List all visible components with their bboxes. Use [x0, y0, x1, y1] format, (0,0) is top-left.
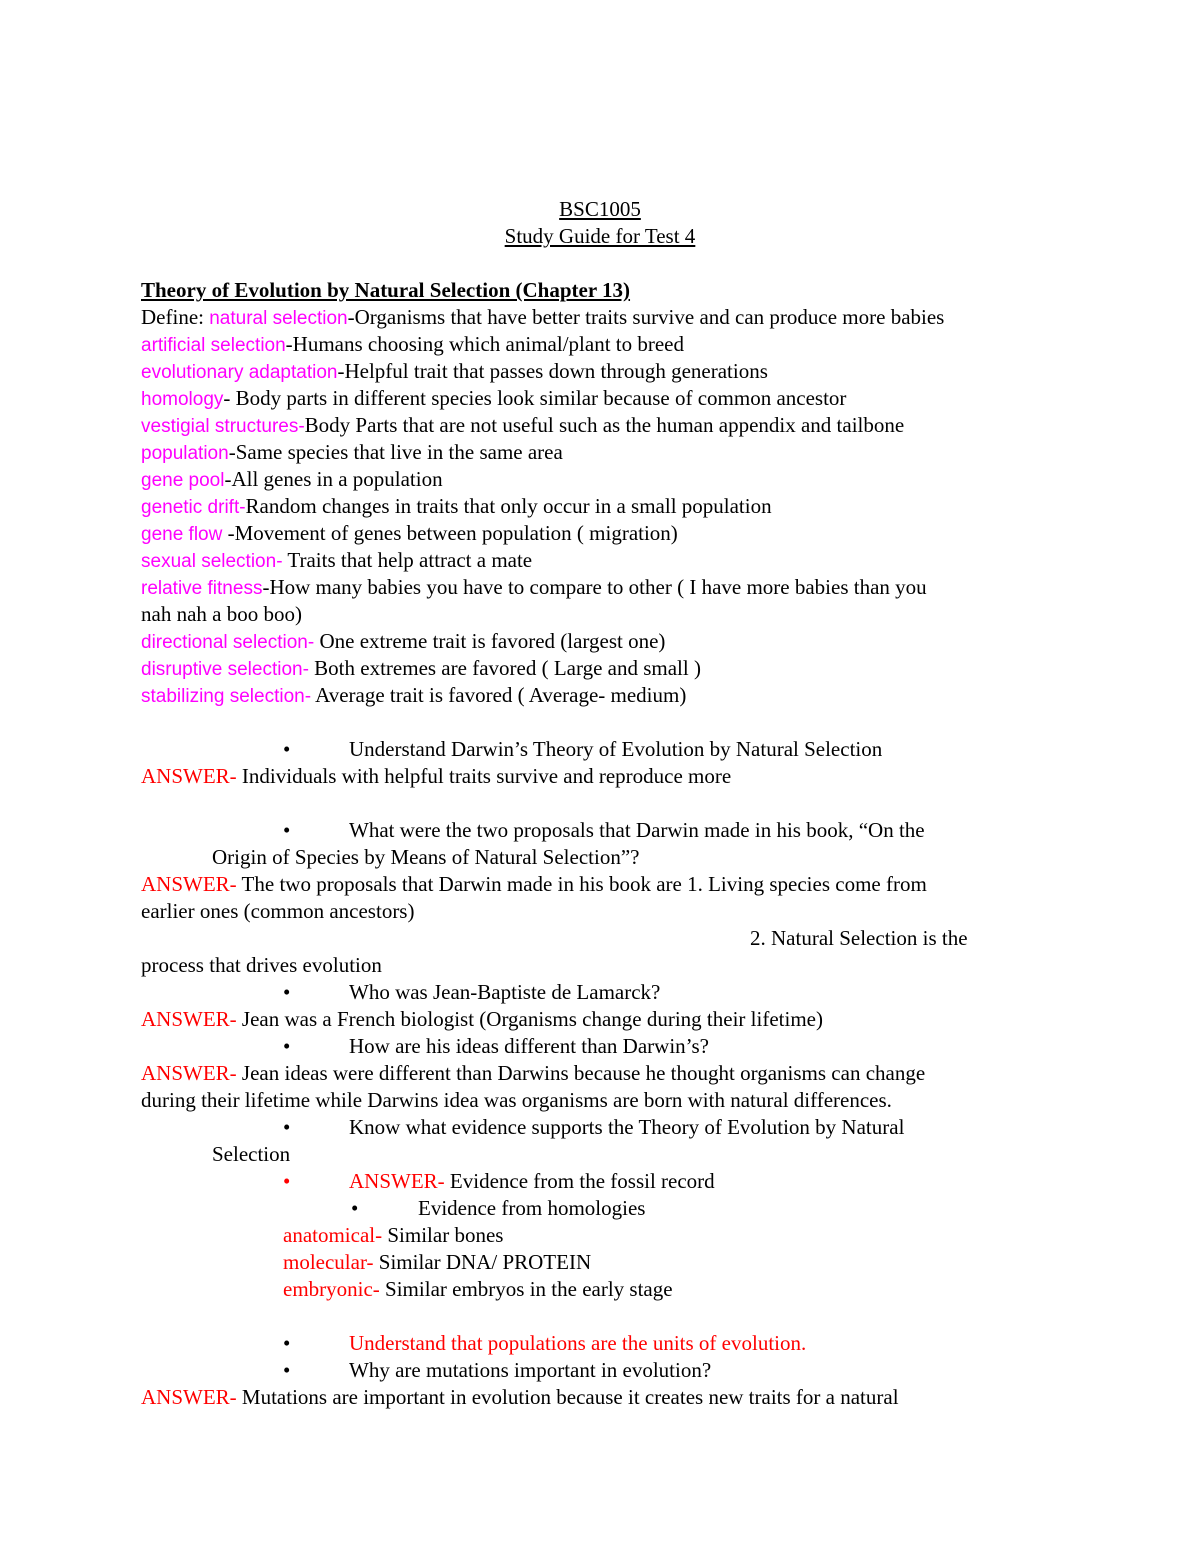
- term-definition: nah nah a boo boo): [141, 602, 302, 626]
- answer-label: ANSWER-: [141, 1007, 237, 1031]
- evidence-row: [283, 1222, 503, 1249]
- question-row: [0, 979, 1200, 1006]
- term-definition: Random changes in traits that only occur in a small population: [245, 494, 772, 518]
- bullet-icon: •: [283, 737, 291, 761]
- term-definition: -Helpful trait that passes down through generations: [337, 359, 768, 383]
- answer-label: ANSWER-: [141, 1061, 237, 1085]
- question-row: [0, 1033, 1200, 1060]
- question-row: [0, 1357, 1200, 1384]
- term-label: vestigial structures-: [141, 416, 305, 437]
- question-text: Understand that populations are the units of evolution.: [349, 1331, 807, 1355]
- evidence-label: embryonic-: [283, 1277, 380, 1301]
- answer-row: [141, 871, 927, 898]
- term-definition: Average trait is favored ( Average- medium): [311, 683, 687, 707]
- term-definition-row: [141, 547, 532, 575]
- term-label: gene pool: [141, 470, 225, 491]
- question-text: What were the two proposals that Darwin made in his book, “On the: [349, 818, 925, 842]
- term-label: natural selection: [209, 308, 348, 329]
- term-definition-row: [141, 655, 701, 683]
- answer-bullet-row: [0, 1168, 1200, 1195]
- term-definition-row: [141, 466, 443, 494]
- term-label: stabilizing selection-: [141, 686, 312, 707]
- question-text: Know what evidence supports the Theory of Evolution by Natural: [349, 1115, 905, 1139]
- question-text: Who was Jean-Baptiste de Lamarck?: [349, 980, 661, 1004]
- answer-continuation: during their lifetime while Darwins idea was organisms are born with natural differences.: [141, 1088, 892, 1112]
- answer-label: ANSWER-: [141, 764, 237, 788]
- answer-row: [141, 763, 731, 790]
- answer-text: Mutations are important in evolution because it creates new traits for a natural: [236, 1385, 899, 1409]
- term-label: disruptive selection-: [141, 659, 309, 680]
- term-definition: -All genes in a population: [224, 467, 443, 491]
- term-definition-row: [141, 439, 563, 467]
- evidence-text: Similar DNA/ PROTEIN: [373, 1250, 592, 1274]
- evidence-text: Similar embryos in the early stage: [379, 1277, 673, 1301]
- evidence-label: molecular-: [283, 1250, 374, 1274]
- question-text: Understand Darwin’s Theory of Evolution by Natural Selection: [349, 737, 883, 761]
- term-label: relative fitness: [141, 578, 263, 599]
- answer-continuation: 2. Natural Selection is the: [750, 926, 968, 950]
- term-definition-row: [141, 304, 944, 332]
- term-definition: -Humans choosing which animal/plant to breed: [285, 332, 684, 356]
- term-label: artificial selection: [141, 335, 286, 356]
- term-definition: One extreme trait is favored (largest one): [314, 629, 666, 653]
- term-definition-row: [141, 682, 686, 710]
- term-label: population: [141, 443, 229, 464]
- course-code: BSC1005: [559, 197, 641, 221]
- term-definition-row: [141, 358, 768, 386]
- bullet-icon: •: [283, 1331, 291, 1355]
- term-definition-row: [141, 385, 846, 413]
- evidence-text: Similar bones: [382, 1223, 504, 1247]
- term-definition-row: [141, 493, 772, 521]
- question-continuation: Origin of Species by Means of Natural Selection”?: [212, 845, 640, 869]
- answer-label: ANSWER-: [141, 872, 237, 896]
- term-label: sexual selection-: [141, 551, 283, 572]
- term-definition: Body Parts that are not useful such as the human appendix and tailbone: [304, 413, 905, 437]
- term-label: genetic drift-: [141, 497, 246, 518]
- question-text: Why are mutations important in evolution?: [349, 1358, 712, 1382]
- section-title: Theory of Evolution by Natural Selection (Chapter 13): [141, 278, 631, 302]
- term-definition-row: [141, 574, 927, 602]
- answer-text: Individuals with helpful traits survive and reproduce more: [236, 764, 732, 788]
- term-definition-row: [141, 331, 684, 359]
- term-label: evolutionary adaptation: [141, 362, 338, 383]
- define-label: Define:: [141, 305, 210, 329]
- term-definition: Both extremes are favored ( Large and small ): [308, 656, 701, 680]
- evidence-label: anatomical-: [283, 1223, 383, 1247]
- question-continuation: Selection: [212, 1142, 291, 1166]
- term-definition: -Movement of genes between population ( migration): [222, 521, 678, 545]
- answer-label: ANSWER-: [141, 1385, 237, 1409]
- term-definition-row: [141, 628, 665, 656]
- term-definition: - Body parts in different species look similar because of common ancestor: [223, 386, 847, 410]
- question-row: [0, 736, 1200, 763]
- answer-row: [141, 1006, 823, 1033]
- term-label: homology: [141, 389, 224, 410]
- answer-continuation: earlier ones (common ancestors): [141, 899, 415, 923]
- term-definition-row: [141, 412, 904, 440]
- answer-text: Evidence from the fossil record: [444, 1169, 715, 1193]
- bullet-icon: •: [283, 980, 291, 1004]
- answer-row: [141, 1384, 899, 1411]
- term-definition: -Same species that live in the same area: [228, 440, 563, 464]
- term-definition: Traits that help attract a mate: [282, 548, 533, 572]
- answer-text: Jean was a French biologist (Organisms change during their lifetime): [236, 1007, 823, 1031]
- term-definition: -Organisms that have better traits survive and can produce more babies: [347, 305, 945, 329]
- term-definition-continuation: [141, 601, 302, 628]
- answer-text: Jean ideas were different than Darwins because he thought organisms can change: [236, 1061, 926, 1085]
- sub-bullet-row: [0, 1195, 1200, 1222]
- term-label: gene flow: [141, 524, 223, 545]
- bullet-icon: •: [283, 1169, 291, 1193]
- term-label: directional selection-: [141, 632, 315, 653]
- question-row: [0, 1114, 1200, 1141]
- sub-bullet-text: Evidence from homologies: [418, 1196, 646, 1220]
- answer-row: [141, 1060, 925, 1087]
- document-subtitle: Study Guide for Test 4: [504, 224, 696, 248]
- term-definition: -How many babies you have to compare to other ( I have more babies than you: [262, 575, 927, 599]
- answer-continuation: process that drives evolution: [141, 953, 382, 977]
- bullet-icon: •: [283, 1115, 291, 1139]
- evidence-row: [283, 1249, 591, 1276]
- question-text: How are his ideas different than Darwin’s?: [349, 1034, 709, 1058]
- bullet-icon: •: [283, 818, 291, 842]
- question-row: [0, 1330, 1200, 1357]
- evidence-row: [283, 1276, 673, 1303]
- answer-text: The two proposals that Darwin made in his book are 1. Living species come from: [236, 872, 927, 896]
- term-definition-row: [141, 520, 678, 548]
- question-row: [0, 817, 1200, 844]
- bullet-icon: •: [283, 1358, 291, 1382]
- bullet-icon: •: [351, 1196, 359, 1220]
- answer-label: ANSWER-: [349, 1169, 445, 1193]
- bullet-icon: •: [283, 1034, 291, 1058]
